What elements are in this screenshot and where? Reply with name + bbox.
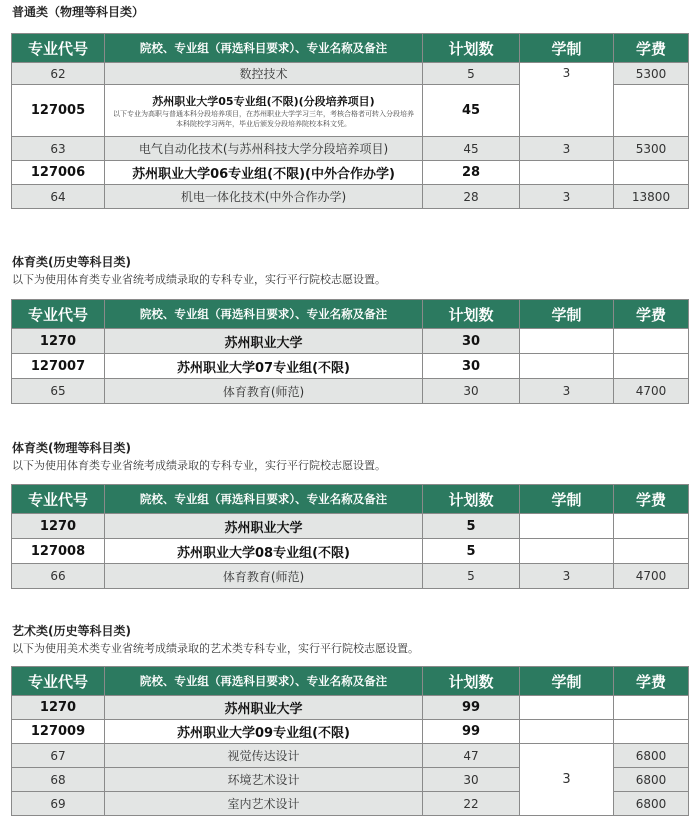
table-row [12, 63, 689, 85]
cell-name: 数控技术 [105, 63, 423, 85]
header-years: 学制 [520, 34, 614, 63]
cell-name: 苏州职业大学 [105, 696, 423, 720]
cell-plan: 30 [423, 768, 520, 792]
cell-name: 环境艺术设计 [105, 768, 423, 792]
cell-fee-empty [614, 85, 689, 137]
section-desc-art-history: 以下为使用美术类专业省统考成绩录取的艺术类专科专业，实行平行院校志愿设置。 [12, 642, 419, 655]
cell-code: 1270 [12, 329, 105, 354]
header-fee: 学费 [614, 300, 689, 329]
cell-years: 3 [520, 379, 614, 404]
cell-plan: 45 [423, 137, 520, 161]
cell-years-empty [520, 161, 614, 185]
cell-name: 视觉传达设计 [105, 744, 423, 768]
cell-plan: 5 [423, 514, 520, 539]
cell-years-merged: 3 [520, 744, 614, 816]
cell-fee-empty [614, 329, 689, 354]
cell-years-empty [520, 354, 614, 379]
cell-plan: 30 [423, 379, 520, 404]
cell-fee-empty [614, 354, 689, 379]
header-fee: 学费 [614, 485, 689, 514]
cell-code: 127007 [12, 354, 105, 379]
section-desc-sports-physics: 以下为使用体育类专业省统考成绩录取的专科专业，实行平行院校志愿设置。 [12, 459, 386, 472]
group-note: 以下专业为高职与普通本科分段培养项目，在苏州职业大学学习三年，考核合格者可转入分段培养本科院校学习两年，毕业后颁发分段培养院校本科文凭。 [113, 109, 414, 128]
cell-code: 65 [12, 379, 105, 404]
cell-fee: 13800 [614, 185, 689, 209]
header-code: 专业代号 [12, 667, 105, 696]
header-name: 院校、专业组（再选科目要求）、专业名称及备注 [105, 300, 423, 329]
table-row [12, 514, 689, 539]
cell-code: 1270 [12, 696, 105, 720]
cell-plan: 47 [423, 744, 520, 768]
cell-code: 64 [12, 185, 105, 209]
cell-plan: 5 [423, 564, 520, 589]
cell-name: 体育教育(师范) [105, 564, 423, 589]
cell-fee: 5300 [614, 137, 689, 161]
table-art-history [11, 666, 689, 816]
group-name: 苏州职业大学05专业组(不限)(分段培养项目) [152, 94, 375, 108]
header-code: 专业代号 [12, 34, 105, 63]
cell-years: 3 [520, 564, 614, 589]
table-row [12, 137, 689, 161]
table-header-row [12, 485, 689, 514]
table-row [12, 744, 689, 768]
table-header-row [12, 34, 689, 63]
table-header-row [12, 667, 689, 696]
cell-years: 3 [520, 185, 614, 209]
cell-fee: 4700 [614, 564, 689, 589]
cell-code: 1270 [12, 514, 105, 539]
table-general-physics [11, 33, 689, 209]
cell-fee: 6800 [614, 792, 689, 816]
cell-plan: 22 [423, 792, 520, 816]
cell-code: 127009 [12, 720, 105, 744]
cell-code: 68 [12, 768, 105, 792]
cell-code: 69 [12, 792, 105, 816]
cell-name: 苏州职业大学07专业组(不限) [105, 354, 423, 379]
cell-plan: 99 [423, 696, 520, 720]
table-row [12, 720, 689, 744]
cell-fee-empty [614, 514, 689, 539]
header-fee: 学费 [614, 34, 689, 63]
table-row [12, 185, 689, 209]
cell-plan: 5 [423, 539, 520, 564]
section-desc-sports-history: 以下为使用体育类专业省统考成绩录取的专科专业，实行平行院校志愿设置。 [12, 273, 386, 286]
table-row [12, 564, 689, 589]
header-name: 院校、专业组（再选科目要求）、专业名称及备注 [105, 485, 423, 514]
cell-years-empty [520, 720, 614, 744]
cell-plan: 30 [423, 354, 520, 379]
cell-code: 66 [12, 564, 105, 589]
cell-fee-empty [614, 696, 689, 720]
table-row [12, 539, 689, 564]
section-title-art-history: 艺术类(历史等科目类) [12, 624, 131, 638]
cell-name: 机电一体化技术(中外合作办学) [105, 185, 423, 209]
header-years: 学制 [520, 485, 614, 514]
cell-fee: 6800 [614, 744, 689, 768]
cell-name: 苏州职业大学06专业组(不限)(中外合作办学) [105, 161, 423, 185]
cell-name: 苏州职业大学08专业组(不限) [105, 539, 423, 564]
cell-plan: 5 [423, 63, 520, 85]
header-plan: 计划数 [423, 300, 520, 329]
cell-name: 体育教育(师范) [105, 379, 423, 404]
cell-years: 3 [520, 63, 614, 137]
table-row [12, 329, 689, 354]
header-years: 学制 [520, 300, 614, 329]
cell-years-empty [520, 696, 614, 720]
header-plan: 计划数 [423, 667, 520, 696]
table-sports-physics [11, 484, 689, 589]
cell-code: 67 [12, 744, 105, 768]
cell-fee: 5300 [614, 63, 689, 85]
cell-name: 电气自动化技术(与苏州科技大学分段培养项目) [105, 137, 423, 161]
cell-years-empty [520, 539, 614, 564]
cell-plan: 99 [423, 720, 520, 744]
section-title-sports-physics: 体育类(物理等科目类) [12, 441, 131, 455]
cell-fee-empty [614, 720, 689, 744]
section-title-general-physics: 普通类（物理等科目类） [12, 5, 145, 19]
cell-plan: 30 [423, 329, 520, 354]
cell-fee-empty [614, 539, 689, 564]
cell-plan: 45 [423, 85, 520, 137]
cell-fee-empty [614, 161, 689, 185]
header-plan: 计划数 [423, 34, 520, 63]
cell-code: 63 [12, 137, 105, 161]
header-fee: 学费 [614, 667, 689, 696]
section-title-sports-history: 体育类(历史等科目类) [12, 255, 131, 269]
header-code: 专业代号 [12, 300, 105, 329]
cell-code: 62 [12, 63, 105, 85]
cell-code: 127005 [12, 85, 105, 137]
table-row [12, 354, 689, 379]
cell-plan: 28 [423, 185, 520, 209]
header-plan: 计划数 [423, 485, 520, 514]
table-header-row [12, 300, 689, 329]
table-row [12, 379, 689, 404]
cell-years: 3 [520, 137, 614, 161]
cell-code: 127008 [12, 539, 105, 564]
table-row [12, 161, 689, 185]
cell-name: 苏州职业大学 [105, 329, 423, 354]
header-years: 学制 [520, 667, 614, 696]
cell-name: 苏州职业大学 [105, 514, 423, 539]
header-code: 专业代号 [12, 485, 105, 514]
cell-name: 苏州职业大学09专业组(不限) [105, 720, 423, 744]
table-sports-history [11, 299, 689, 404]
cell-code: 127006 [12, 161, 105, 185]
cell-years-empty [520, 514, 614, 539]
table-row [12, 696, 689, 720]
header-name: 院校、专业组（再选科目要求）、专业名称及备注 [105, 667, 423, 696]
cell-years-empty [520, 329, 614, 354]
cell-name: 室内艺术设计 [105, 792, 423, 816]
cell-name-with-note [105, 85, 423, 137]
cell-plan: 28 [423, 161, 520, 185]
cell-fee: 4700 [614, 379, 689, 404]
cell-fee: 6800 [614, 768, 689, 792]
header-name: 院校、专业组（再选科目要求）、专业名称及备注 [105, 34, 423, 63]
